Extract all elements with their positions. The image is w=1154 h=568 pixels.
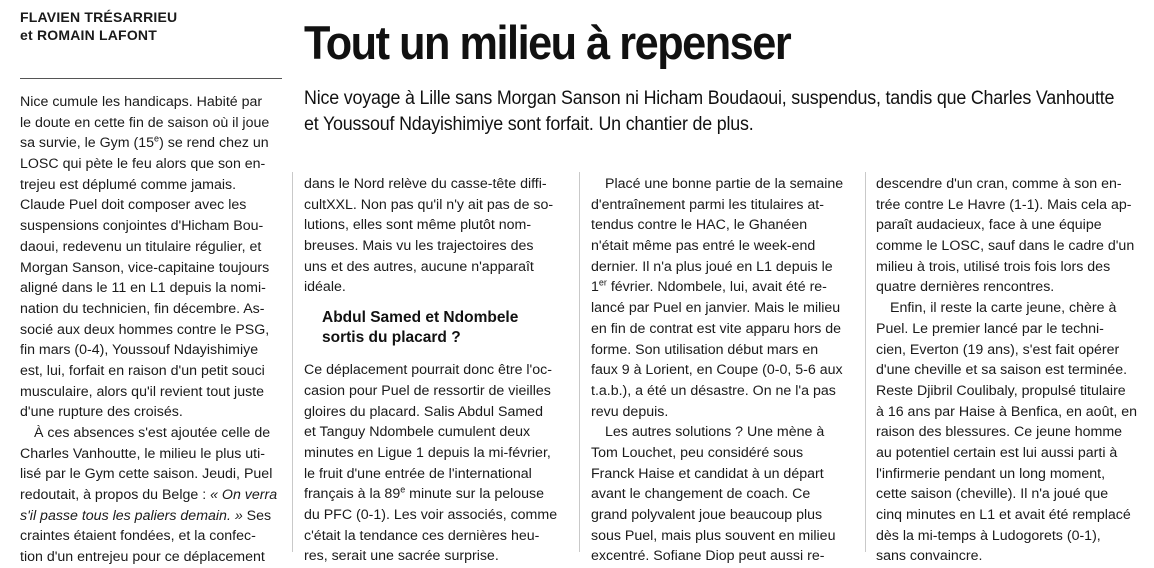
text-line: socié aux deux hommes contre le PSG,	[20, 321, 270, 338]
text-line: trejeu est déplumé comme jamais.	[20, 176, 237, 193]
text-line: redoutait, à propos du Belge : « On verra	[20, 487, 278, 504]
text-line: uns et des autres, aucune n'apparaît	[304, 258, 534, 275]
text-line: res, serait une sacrée surprise.	[304, 548, 499, 565]
text-line: LOSC qui pète le feu alors que son en-	[20, 156, 266, 173]
byline-rule	[20, 78, 282, 79]
article-column-1	[20, 92, 282, 568]
text-line: 1er février. Ndombele, lui, avait été re-	[591, 277, 827, 296]
text-line: forme. Son utilisation début mars en	[591, 341, 819, 358]
text-line: Claude Puel doit composer avec les	[20, 197, 247, 214]
text-line: Ce déplacement pourrait donc être l'oc-	[304, 362, 552, 379]
subheading-line-2: sortis du placard ?	[322, 329, 461, 347]
text-line: dans le Nord relève du casse-tête diffi-	[304, 176, 547, 192]
text-line: sans convaincre.	[876, 548, 983, 565]
text-line: tion d'un entrejeu pour ce déplacement	[20, 549, 265, 566]
text-line: Reste Djibril Coulibaly, propulsé titulaire	[876, 382, 1126, 399]
text-line: breuses. Mais vu les trajectoires des	[304, 238, 534, 255]
text-line: casion pour Puel de ressortir de vieilles	[304, 382, 551, 399]
text-line: Nice cumule les handicaps. Habité par	[20, 94, 263, 110]
text-line: craintes étaient fondées, et la confec-	[20, 528, 256, 545]
text-line: cultXXL. Non pas qu'il n'y ait pas de so-	[304, 196, 554, 213]
column-separator-1	[292, 172, 293, 552]
text-line: nation du technicien, fin décembre. As-	[20, 300, 265, 317]
text-line: au potentiel certain est lui aussi parti à	[876, 444, 1118, 461]
text-line: Tom Louchet, peu considéré sous	[591, 444, 804, 461]
deck-line-2: et Youssouf Ndayishimiye sont forfait. Un chantier de plus.	[304, 114, 754, 135]
text-line: cien, Everton (19 ans), s'est fait opérer	[876, 341, 1120, 358]
text-line: aligné dans le 11 en L1 depuis la nomi-	[20, 280, 266, 297]
text-line: Les autres solutions ? Une mène à	[605, 424, 825, 441]
text-line: Puel. Le premier lancé par le techni-	[876, 320, 1104, 337]
text-line: cette saison (cheville). Il n'a joué que	[876, 486, 1109, 503]
column-separator-3	[865, 172, 866, 552]
text-line: français à la 89e minute sur la pelouse	[304, 484, 545, 503]
text-line: tendus contre le HAC, le Ghanéen	[591, 217, 808, 234]
text-line: Enfin, il reste la carte jeune, chère à	[890, 300, 1117, 317]
text-line: raison des blessures. Ce jeune homme	[876, 424, 1123, 441]
text-line: fin mars (0-4), Youssouf Ndayishimiye	[20, 342, 259, 359]
text-line: s'il passe tous les paliers demain. » Ses	[20, 507, 272, 524]
byline-line-2: et ROMAIN LAFONT	[20, 27, 157, 43]
text-line: musculaire, alors qu'il revient tout juste	[20, 383, 265, 400]
text-line: cinq minutes en L1 et avait été remplacé	[876, 507, 1131, 523]
text-line: du PFC (0-1). Les voir associés, comme	[304, 506, 558, 523]
article-column-2	[304, 174, 566, 567]
byline-line-1: FLAVIEN TRÉSARRIEU	[20, 9, 178, 25]
text-line: À ces absences s'est ajoutée celle de	[34, 425, 271, 441]
text-line: gloires du placard. Salis Abdul Samed	[304, 403, 543, 420]
text-line: t.a.b.), a été un désastre. On ne l'a pas	[591, 382, 836, 399]
headline: Tout un milieu à repenser	[304, 16, 791, 69]
text-line: descendre d'un cran, comme à son en-	[876, 176, 1122, 192]
text-line: l'infirmerie pendant un long moment,	[876, 465, 1106, 482]
text-line: d'une cheville et sa saison est terminée.	[876, 362, 1128, 379]
text-line: Morgan Sanson, vice-capitaine toujours	[20, 259, 270, 276]
subheading-line-1: Abdul Samed et Ndombele	[322, 309, 519, 327]
text-line: d'entraînement parmi les titulaires at-	[591, 196, 824, 213]
deck-line-1: Nice voyage à Lille sans Morgan Sanson ni Hicham Boudaoui, suspendus, tandis que Charles Vanhoutte	[304, 88, 1115, 109]
text-line: comme le LOSC, sauf dans le cadre d'un	[876, 238, 1135, 255]
text-line: sa survie, le Gym (15e) se rend chez un	[20, 133, 269, 152]
text-line: grand polyvalent joue beaucoup plus	[591, 507, 823, 523]
text-line: lisé par le Gym cette saison. Jeudi, Puel	[20, 466, 273, 483]
text-line: lutions, elles sont même plutôt nom-	[304, 217, 532, 234]
text-line: sous Puel, mais plus souvent en milieu	[591, 527, 836, 544]
text-line: à 16 ans par Haise à Benfica, en août, en	[876, 403, 1138, 420]
text-line: d'une rupture des croisés.	[20, 404, 183, 421]
text-line: paraît audacieux, face à une équipe	[876, 217, 1102, 234]
text-line: minutes en Ligue 1 depuis la mi-février,	[304, 444, 551, 461]
article-column-4	[876, 174, 1138, 567]
text-line: Placé une bonne partie de la semaine	[605, 176, 844, 192]
text-line: milieu à trois, utilisé trois fois lors des	[876, 258, 1111, 275]
text-line: trée contre Le Havre (1-1). Mais cela ap-	[876, 196, 1132, 213]
text-line: Franck Haise et candidat à un départ	[591, 465, 824, 482]
column-separator-2	[579, 172, 580, 552]
text-line: n'était même pas entré le week-end	[591, 238, 816, 255]
text-line: en fin de contrat est vite apparu hors de	[591, 320, 842, 337]
text-line: revu depuis.	[591, 403, 669, 420]
text-line: quatre dernières rencontres.	[876, 279, 1055, 296]
text-line: le fruit d'une entrée de l'international	[304, 465, 532, 482]
article-column-3	[591, 174, 853, 567]
text-line: excentré. Sofiane Diop peut aussi re-	[591, 548, 825, 565]
text-line: lancé par Puel en janvier. Mais le milieu	[591, 300, 841, 317]
text-line: est, lui, forfait en raison d'un petit souci	[20, 362, 265, 379]
text-line: faux 9 à Lorient, en Coupe (0-0, 5-6 aux	[591, 362, 843, 379]
byline	[20, 8, 282, 44]
text-line: daoui, redevenu un titulaire régulier, et	[20, 238, 262, 255]
text-line: idéale.	[304, 279, 346, 296]
subheading	[304, 308, 566, 348]
text-line: avant le changement de coach. Ce	[591, 486, 811, 503]
text-line: c'était la tendance ces dernières heu-	[304, 527, 540, 544]
text-line: le doute en cette fin de saison où il joue	[20, 114, 270, 131]
text-line: et Tanguy Ndombele cumulent deux	[304, 424, 531, 441]
text-line: dernier. Il n'a plus joué en L1 depuis le	[591, 258, 833, 275]
text-line: Charles Vanhoutte, le milieu le plus uti-	[20, 445, 265, 462]
deck	[304, 86, 1154, 138]
text-line: dès la mi-temps à Ludogorets (0-1),	[876, 527, 1101, 544]
text-line: suspensions conjointes d'Hicham Bou-	[20, 218, 264, 235]
